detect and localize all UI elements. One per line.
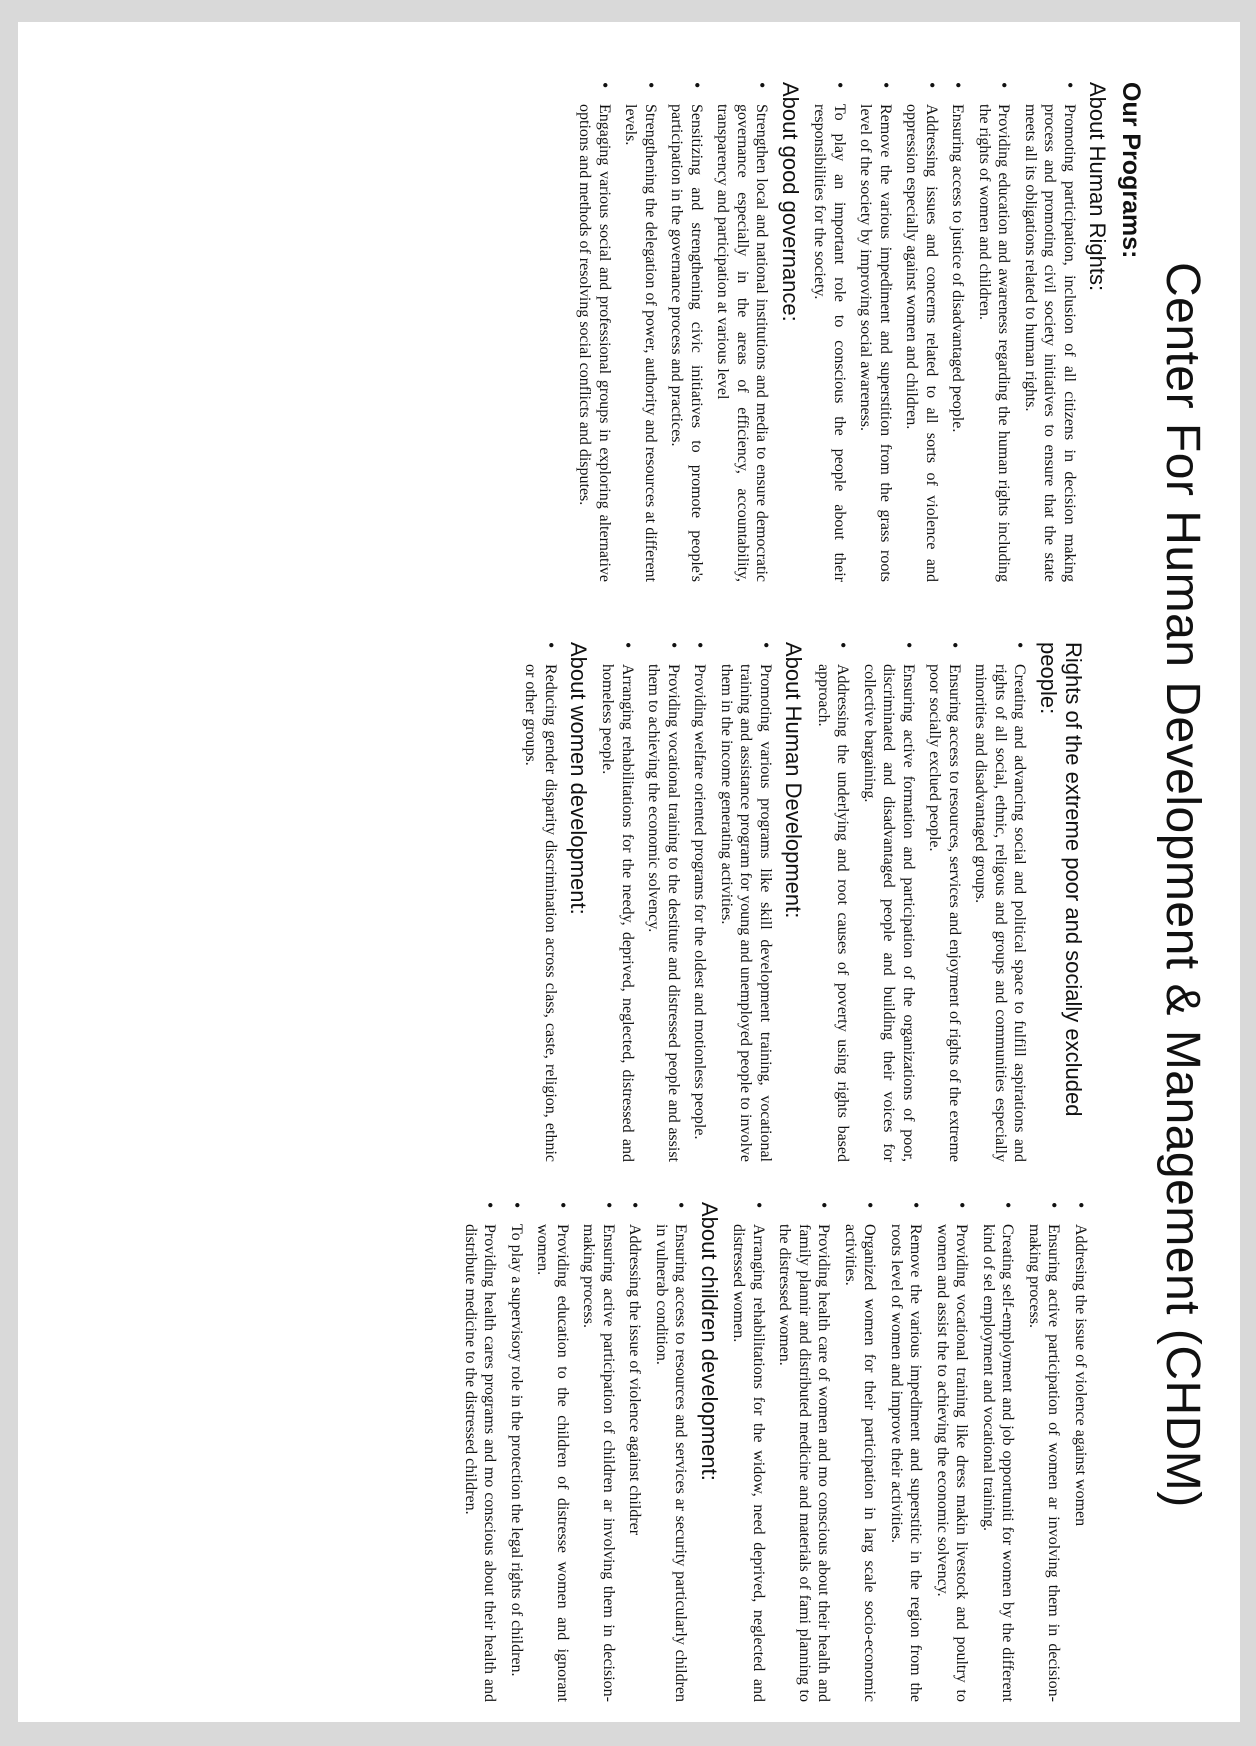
- list-item: • Remove the various impediment and superstition from the grass roots level of the society by improving social awareness.: [856, 104, 895, 582]
- list-item: • Ensuring access to justice of disadvantaged people.: [948, 104, 968, 582]
- column-middle: [514, 642, 1091, 1162]
- document-sheet: [18, 22, 1240, 1722]
- list-item: • To play a supervisory role in the protection the legal rights of children.: [506, 1224, 526, 1702]
- list-item: • Addressing issues and concerns related to all sorts of violence and oppression especially against women and children.: [902, 104, 941, 582]
- good-governance-list: [575, 82, 772, 582]
- women-development-list-part2: [729, 1202, 1090, 1702]
- children-development-list: [460, 1202, 690, 1702]
- children-development-heading: About children development:: [696, 1202, 722, 1481]
- list-item: • Strengthening the delegation of power, authority and resources at different levels.: [621, 104, 660, 582]
- list-item: • Addressing the underlying and root causes of poverty using rights based approach.: [813, 664, 852, 1162]
- programs-heading: Our Programs:: [1117, 82, 1145, 259]
- list-item: • Providing vocational training like dress makin livestock and poultry to women and assist the to achieving the economic solvency.: [932, 1224, 971, 1702]
- list-item: • To play an important role to conscious the people about their responsibilities for the society.: [810, 104, 849, 582]
- column-left: [568, 82, 1145, 582]
- list-item: • Providing education to the children of distresse women and ignorant women.: [533, 1224, 572, 1702]
- list-item: • Promoting participation, inclusion of all citizens in decision making process and promoting civil society initiatives to ensure that the state meets all its obligations related to human rights.: [1020, 104, 1079, 582]
- list-item: • Providing health care of women and mo conscious about their health and family plannir and distributed medicine and materials of fami planning to the distressed women.: [775, 1224, 834, 1702]
- list-item: • Ensuring active participation of women ar involving them in decision-making process.: [1024, 1224, 1063, 1702]
- list-item: • Sensitizing and strengthening civic initiatives to promote people's participation in the governance process and practices.: [667, 104, 706, 582]
- list-item: • Remove the various impediment and superstitic in the region from the roots level of women and improve their activities.: [886, 1224, 925, 1702]
- list-item: • Strengthen local and national institutions and media to ensure democratic governance especially in the areas of efficiency, accountability, transparency and participation at various level: [713, 104, 772, 582]
- list-item: • Creating self-employment and job opportuniti for women by the different kind of sel employment and vocational training.: [978, 1224, 1017, 1702]
- list-item: • Addressing the issue of violence against childrer: [625, 1224, 645, 1702]
- list-item: • Providing education and awareness regarding the human rights including the rights of women and children.: [974, 104, 1013, 582]
- list-item: • Providing vocational training to the destitute and distressed people and assist them to achieving the economic solvency.: [644, 664, 683, 1162]
- human-rights-list: [810, 82, 1079, 582]
- document-title: Center For Human Development & Management (CHDM): [1156, 262, 1209, 1508]
- list-item: • Ensuring active participation of children ar involving them in decision-making process.: [579, 1224, 618, 1702]
- list-item: • Arranging rehabilitations for the needy, deprived, neglected, distressed and homeless people.: [598, 664, 637, 1162]
- list-item: • Ensuring access to resources and services ar security particularly children in vulnerab condition.: [651, 1224, 690, 1702]
- list-item: • Promoting various programs like skill development training, vocational training and assistance program for young and unemployed people to involve them in the income generating activities.: [716, 664, 775, 1162]
- extreme-poor-list: [813, 642, 1029, 1162]
- list-item: • Arranging rehabilitations for the widow, need deprived, neglected and distressed women.: [729, 1224, 768, 1702]
- extreme-poor-heading: Rights of the extreme poor and socially excluded people:: [1035, 642, 1086, 1117]
- list-item: • Providing welfare oriented programs for the oldest and motionless people.: [690, 664, 710, 1162]
- list-item: • Creating and advancing social and political space to fulfill aspirations and rights of all social, ethnic, religous and groups and communities especially minorities and disadvantaged groups.: [971, 664, 1030, 1162]
- rotated-brochure-page: [18, 22, 1240, 1722]
- list-item: • Ensuring active formation and participation of the organizations of poor, discriminated and disadvantaged people and building their voices for collective bargaining.: [859, 664, 918, 1162]
- list-item: • Engaging various social and professional groups in exploring alternative options and methods of resolving social conflicts and disputes.: [575, 104, 614, 582]
- women-development-list-part1: [521, 642, 560, 1162]
- human-rights-heading: About Human Rights:: [1085, 82, 1110, 292]
- good-governance-heading: About good governance:: [777, 82, 803, 322]
- human-development-heading: About Human Development:: [781, 642, 807, 919]
- women-development-heading: About women development:: [565, 642, 591, 915]
- list-item: • Providing health cares programs and mo conscious about their health and distribute medicine to the distressed children.: [460, 1224, 499, 1702]
- list-item: • Ensuring access to resources, services and enjoyment of rights of the extreme poor socially exclued people.: [925, 664, 964, 1162]
- human-development-list: [598, 642, 775, 1162]
- list-item: • Organized women for their participation in larg scale socio-economic activities.: [840, 1224, 879, 1702]
- list-item: • Reducing gender disparity discrimination across class, caste, religion, ethnic or other groups.: [521, 664, 560, 1162]
- column-right: [453, 1202, 1090, 1702]
- list-item: • Addresing the issue of violence against women: [1070, 1224, 1090, 1702]
